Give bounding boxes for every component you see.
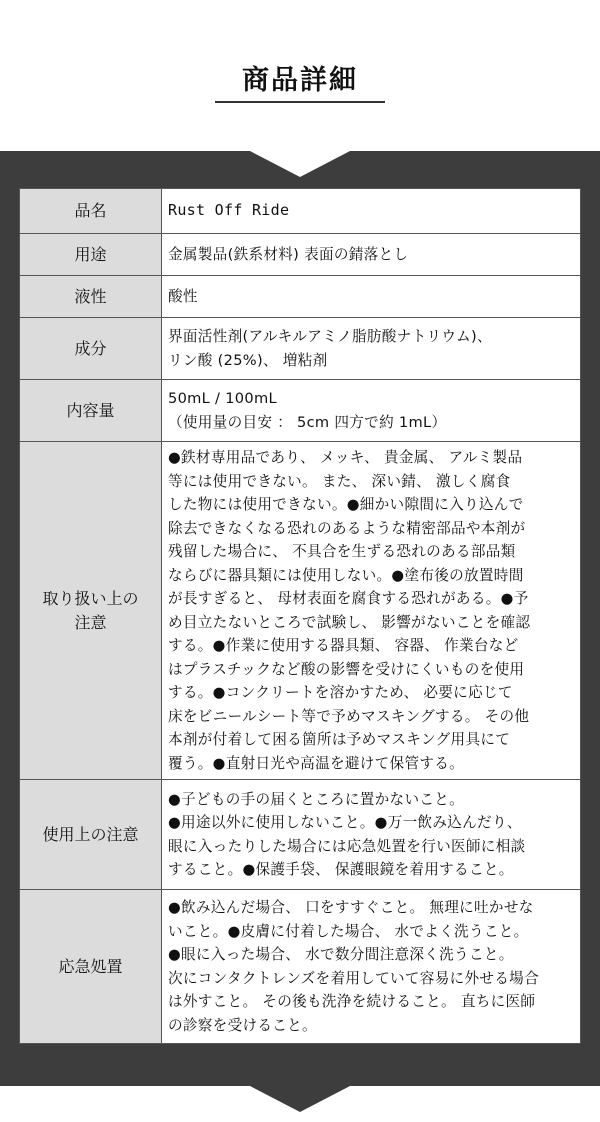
row-liquid-property — [20, 276, 581, 318]
value-ingredients: 界面活性剤(アルキルアミノ脂肪酸ナトリウム)、 リン酸 (25%)、 増粘剤 — [162, 318, 581, 380]
page-title: 商品詳細 — [242, 65, 358, 96]
label-first-aid: 応急処置 — [20, 890, 162, 1044]
value-handling-caution: ●鉄材専用品であり、 メッキ、 貴金属、 アルミ製品 等には使用できない。 また、 深い錆、 激しく腐食 した物には使用できない。●細かい隙間に入り込んで 除去できなくなる恐れのあるような精密部品や本剤が 残留した場合に、 不具合を生ずる恐れのある部品類 ならびに器具類には使用しない。●塗布後の放置時間 が長すぎると、 母材表面を腐食する恐れがある。●予 め目立たないところで試験し、 影響がないことを確認 する。●作業に使用する器具類、 容器、 作業台など はプラスチックなど酸の影響を受けにくいものを使用 する。●コンクリートを溶かすため、 必要に応じて 床をビニールシート等で予めマスキングする。 その他 本剤が付着して困る箇所は予めマスキング用具にて 覆う。●直射日光や高温を避けて保管する。 — [162, 442, 581, 780]
label-contents: 内容量 — [20, 380, 162, 442]
label-ingredients: 成分 — [20, 318, 162, 380]
row-handling-caution — [20, 442, 581, 780]
label-usage-caution: 使用上の注意 — [20, 780, 162, 890]
top-notch-decoration — [250, 151, 350, 177]
label-usage: 用途 — [20, 234, 162, 276]
row-usage — [20, 234, 581, 276]
row-contents — [20, 380, 581, 442]
row-usage-caution — [20, 780, 581, 890]
row-first-aid — [20, 890, 581, 1044]
row-product-name — [20, 189, 581, 234]
label-handling-caution: 取り扱い上の 注意 — [20, 442, 162, 780]
value-usage-caution: ●子どもの手の届くところに置かないこと。 ●用途以外に使用しないこと。●万一飲み込んだり、 眼に入ったりした場合には応急処置を行い医師に相談 すること。●保護手袋、 保護眼鏡を着用すること。 — [162, 780, 581, 890]
row-ingredients — [20, 318, 581, 380]
label-liquid-property: 液性 — [20, 276, 162, 318]
bottom-arrow-decoration — [250, 1086, 350, 1112]
title-underline — [215, 101, 385, 103]
value-usage: 金属製品(鉄系材料) 表面の錆落とし — [162, 234, 581, 276]
label-product-name: 品名 — [20, 189, 162, 234]
value-liquid-property: 酸性 — [162, 276, 581, 318]
value-contents: 50mL / 100mL （使用量の目安 ： 5cm 四方で約 1mL） — [162, 380, 581, 442]
value-product-name: Rust Off Ride — [162, 189, 581, 234]
value-first-aid: ●飲み込んだ場合、 口をすすぐこと。 無理に吐かせな いこと。●皮膚に付着した場合、 水でよく洗うこと。 ●眼に入った場合、 水で数分間注意深く洗うこと。 次にコンタクトレンズを着用していて容易に外せる場合 は外すこと。 その後も洗浄を続けること。 直ちに医師 の診察を受けること。 — [162, 890, 581, 1044]
product-detail-table — [19, 188, 581, 1044]
